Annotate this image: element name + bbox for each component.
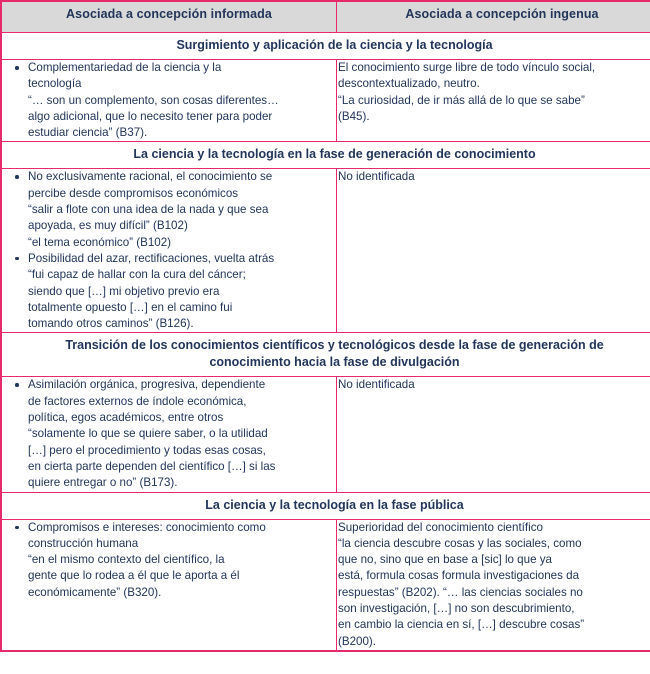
section-header-row [1, 333, 650, 377]
text-line: en cierta parte dependen del científico […] si las [28, 459, 276, 473]
text-line: tecnología [28, 77, 82, 91]
text-line: Complementariedad de la ciencia y la [28, 61, 222, 74]
section-header-2: Transición de los conocimientos científicos y tecnológicos desde la fase de generación de conocimiento hacia la fase de divulgación [1, 333, 650, 377]
text-line: “fui capaz de hallar con la cura del cáncer; [28, 268, 246, 282]
text-line: respuestas” (B202). “… las ciencias sociales no [338, 585, 583, 599]
section-header-3: La ciencia y la tecnología en la fase pública [1, 492, 650, 519]
table-row [1, 169, 650, 333]
table-row [1, 377, 650, 492]
text-line: “solamente lo que se quiere saber, o la utilidad [28, 427, 268, 441]
text-line: No exclusivamente racional, el conocimiento se [28, 170, 273, 184]
cell-right-1 [337, 169, 650, 333]
table-row [1, 60, 650, 142]
text-line: política, egos académicos, entre otros [28, 411, 224, 425]
text-line: “la ciencia descubre cosas y las sociales, como [338, 536, 582, 550]
text-line: estudiar ciencia” (B37). [28, 126, 148, 140]
text-line: de factores externos de índole económica, [28, 394, 247, 408]
cell-left-1 [1, 169, 337, 333]
section-header-0: Surgimiento y aplicación de la ciencia y la tecnología [1, 33, 650, 60]
list-item [8, 520, 336, 601]
text-line: “salir a flote con una idea de la nada y que sea [28, 203, 269, 217]
section-header-row [1, 142, 650, 169]
column-header-ingenua: Asociada a concepción ingenua [337, 1, 650, 33]
text-line: siendo que […] mi objetivo previo era [28, 284, 220, 298]
table-row [1, 519, 650, 651]
text-block [337, 377, 650, 393]
bullet-list [8, 377, 336, 491]
text-line: No identificada [338, 378, 415, 392]
cell-right-3 [337, 519, 650, 651]
text-line: gente que lo rodea a él que le aporta a él [28, 569, 240, 583]
bullet-list [8, 520, 336, 601]
cell-left-3 [1, 519, 337, 651]
bullet-list [8, 169, 336, 332]
text-line: Superioridad del conocimiento científico [338, 520, 543, 534]
text-line: descontextualizado, neutro. [338, 77, 480, 91]
cell-right-2 [337, 377, 650, 492]
text-line: algo adicional, que lo necesito tener para poder [28, 109, 273, 123]
list-item [8, 60, 336, 141]
text-line: Asimilación orgánica, progresiva, dependiente [28, 378, 266, 392]
text-line: “La curiosidad, de ir más allá de lo que se sabe” [338, 93, 585, 107]
text-line: No identificada [338, 170, 415, 184]
section-header-row [1, 33, 650, 60]
text-line: (B45). [338, 109, 370, 123]
cell-right-0 [337, 60, 650, 142]
text-line: Compromisos e intereses: conocimiento como [28, 520, 266, 534]
text-line: construcción humana [28, 536, 139, 550]
text-line: son investigación, […] no son descubrimiento, [338, 602, 575, 616]
list-item [8, 169, 336, 250]
text-line: […] pero el procedimiento y todas esas cosas, [28, 443, 266, 457]
text-line: “el tema económico” (B102) [28, 235, 172, 249]
text-line: quiere entregar o no” (B173). [28, 476, 178, 490]
bullet-list [8, 60, 336, 141]
text-line: El conocimiento surge libre de todo vínculo social, [338, 61, 596, 74]
text-line: totalmente opuesto […] en el camino fui [28, 300, 233, 314]
section-header-1: La ciencia y la tecnología en la fase de generación de conocimiento [1, 142, 650, 169]
section-header-row [1, 492, 650, 519]
cell-left-0 [1, 60, 337, 142]
text-line: “en el mismo contexto del científico, la [28, 553, 225, 567]
text-line: que no, sino que en base a [sic] lo que ya [338, 553, 552, 567]
column-header-row [1, 1, 650, 33]
text-block [337, 520, 650, 650]
column-header-informada: Asociada a concepción informada [1, 1, 337, 33]
text-line: Posibilidad del azar, rectificaciones, vuelta atrás [28, 251, 275, 265]
text-line: percibe desde compromisos económicos [28, 186, 239, 200]
text-block [337, 169, 650, 185]
text-line: “… son un complemento, son cosas diferentes… [28, 93, 279, 107]
text-line: está, formula cosas formula investigaciones da [338, 569, 580, 583]
list-item [8, 377, 336, 491]
text-block [337, 60, 650, 125]
text-line: apoyada, es muy difícil” (B102) [28, 219, 188, 233]
text-line: en cambio la ciencia en sí, […] descubre cosas” [338, 618, 585, 632]
list-item [8, 251, 336, 332]
cell-left-2 [1, 377, 337, 492]
text-line: económicamente” (B320). [28, 585, 162, 599]
text-line: tomando otros caminos” (B126). [28, 317, 194, 331]
text-line: (B200). [338, 634, 377, 648]
